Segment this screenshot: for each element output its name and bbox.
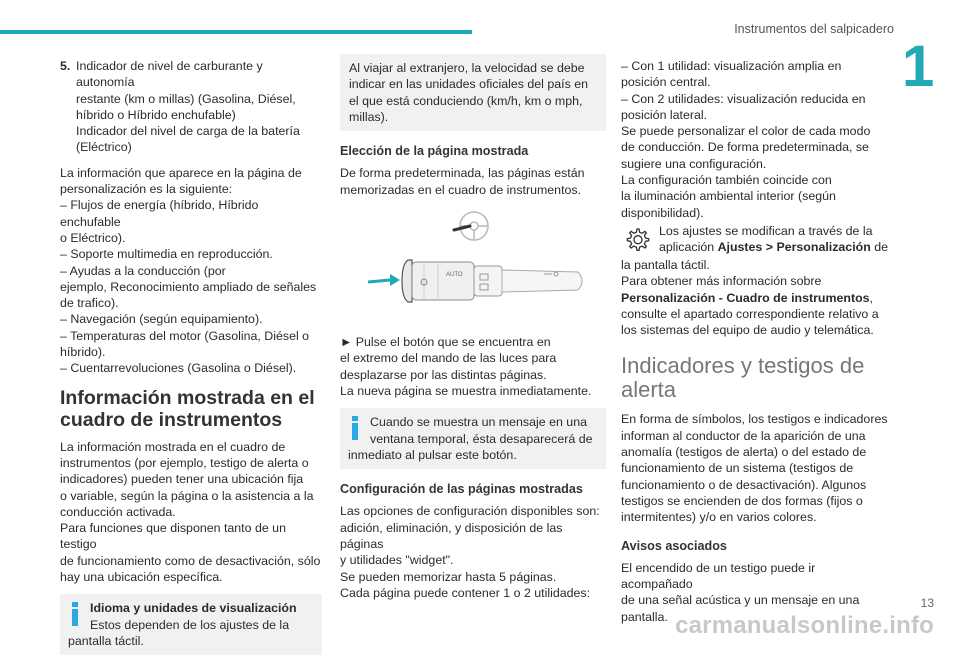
text-line: La información que aparece en la página de xyxy=(60,165,302,180)
info-icon xyxy=(349,416,362,440)
subheading-associated-warnings: Avisos asociados xyxy=(621,538,727,553)
light-stalk-illustration xyxy=(340,206,606,322)
column-1 xyxy=(60,58,322,663)
note-line: Al viajar al extranjero, la velocidad se debe xyxy=(349,61,585,75)
text-line: desplazarse por las distintas páginas. xyxy=(340,367,547,382)
text-span: , xyxy=(869,290,873,305)
text-line: memorizadas en el cuadro de instrumentos. xyxy=(340,182,582,197)
text-line: la pantalla táctil. xyxy=(621,257,710,272)
text-line: disponibilidad). xyxy=(621,205,704,220)
text-line: La configuración también coincide con xyxy=(621,173,832,188)
text-line: o Eléctrico). xyxy=(60,230,126,245)
text-line: instrumentos (por ejemplo, testigo de alerta o xyxy=(60,455,309,470)
text-line: personalización es la siguiente: xyxy=(60,182,233,197)
text-line: los sistemas del equipo de audio y telemática. xyxy=(621,323,874,338)
info-note-temporary-window xyxy=(340,408,606,469)
text-line: funcionamiento de un sistema (testigos de xyxy=(621,461,854,476)
reference-title: Personalización - Cuadro de instrumentos xyxy=(621,290,870,305)
text-line: indicadores) pueden tener una ubicación fija xyxy=(60,472,304,487)
personalization-info-list xyxy=(60,165,322,377)
text-line: testigos se encienden de dos formas (fijos o xyxy=(621,493,863,508)
text-line: La nueva página se muestra inmediatamente. xyxy=(340,383,592,398)
text-line: pantalla. xyxy=(621,609,668,624)
note-title: Idioma y unidades de visualización xyxy=(90,601,297,616)
note-line: inmediato al pulsar este botón. xyxy=(348,447,517,462)
text-line: hay una ubicación específica. xyxy=(60,570,223,585)
text-span: aplicación xyxy=(659,240,718,255)
paragraph xyxy=(340,503,606,601)
paragraph xyxy=(621,58,889,221)
item-number: 5. xyxy=(60,59,71,73)
text-line: intermitentes) y/o en varios colores. xyxy=(621,510,817,525)
item5-line: (Eléctrico) xyxy=(76,140,132,155)
note-line: el que está conduciendo (km/h, km o mph, xyxy=(349,93,583,108)
item5-line: híbrido o Híbrido enchufable) xyxy=(76,107,236,122)
text-line: Se pueden memorizar hasta 5 páginas. xyxy=(340,569,557,584)
auto-label: AUTO xyxy=(446,272,463,279)
text-line: de conducción. De forma predeterminada, se xyxy=(621,140,869,155)
text-line: de funcionamiento como de desactivación, sólo xyxy=(60,553,321,568)
text-line: Los ajustes se modifican a través de la xyxy=(659,223,873,238)
note-line: indicar en las unidades oficiales del país en xyxy=(349,77,589,92)
text-span: de xyxy=(870,240,889,255)
heading-line: alerta xyxy=(621,377,677,403)
text-line xyxy=(659,239,889,255)
paragraph xyxy=(621,257,889,338)
note-foreign-units xyxy=(340,54,606,131)
menu-path: Ajustes > Personalización xyxy=(717,240,871,255)
text-line: Se puede personalizar el color de cada modo xyxy=(621,124,871,139)
text-line: ► Pulse el botón que se encuentra en xyxy=(340,335,551,350)
text-line: – Con 1 utilidad: visualización amplia en xyxy=(621,59,842,73)
subheading-page-choice: Elección de la página mostrada xyxy=(340,144,529,159)
paragraph xyxy=(60,439,322,586)
paragraph xyxy=(340,334,606,399)
heading-line: cuadro de instrumentos xyxy=(60,408,283,431)
text-line: posición central. xyxy=(621,75,711,90)
text-line: la iluminación ambiental interior (según xyxy=(621,189,836,204)
heading-line: Información mostrada en el xyxy=(60,386,315,409)
text-line: ejemplo, Reconocimiento ampliado de señales xyxy=(60,279,317,294)
text-line: adición, eliminación, y disposición de las páginas xyxy=(340,520,563,552)
note-line: millas). xyxy=(349,109,389,124)
settings-instruction xyxy=(621,223,889,257)
text-line: el extremo del mando de las luces para xyxy=(340,351,557,366)
text-line: anomalía (testigos de alerta) o del estado de xyxy=(621,445,867,460)
watermark-text: carmanualsonline.info xyxy=(675,612,934,639)
page-number: 13 xyxy=(920,596,934,610)
text-line: – Navegación (según equipamiento). xyxy=(60,312,263,327)
text-line: informan al conductor de la aparición de una xyxy=(621,428,866,443)
text-line: Para funciones que disponen tanto de un testigo xyxy=(60,521,286,552)
text-line: o variable, según la página o la asistencia a la xyxy=(60,488,314,503)
section-title: Instrumentos del salpicadero xyxy=(734,22,894,36)
stalk-drawing xyxy=(340,206,606,322)
heading-line: Indicadores y testigos de xyxy=(621,353,865,379)
text-line: Cada página puede contener 1 o 2 utilidades: xyxy=(340,585,591,600)
text-line: – Soporte multimedia en reproducción. xyxy=(60,247,273,262)
text-line: híbrido). xyxy=(60,345,106,360)
note-line: Estos dependen de los ajustes de la xyxy=(90,617,290,632)
note-line: ventana temporal, ésta desaparecerá de xyxy=(370,431,593,446)
text-line: En forma de símbolos, los testigos e indicadores xyxy=(621,412,888,427)
section-heading xyxy=(60,387,322,431)
chapter-number: 1 xyxy=(902,34,935,99)
note-line: pantalla táctil. xyxy=(68,633,144,648)
item5-line: Indicador de nivel de carburante y autonomía xyxy=(76,59,263,90)
text-line: y utilidades "widget". xyxy=(340,553,454,568)
text-line: conducción activada. xyxy=(60,504,176,519)
text-line: – Temperaturas del motor (Gasolina, Diésel o xyxy=(60,328,310,343)
text-line: De forma predeterminada, las páginas están xyxy=(340,166,585,181)
gear-icon xyxy=(623,226,651,254)
column-2 xyxy=(340,58,606,609)
text-line: consulte el apartado correspondiente relativo a xyxy=(621,306,879,321)
text-line: El encendido de un testigo puede ir acompañado xyxy=(621,560,816,592)
text-line: – Cuentarrevoluciones (Gasolina o Diésel). xyxy=(60,361,297,376)
text-line: – Ayudas a la conducción (por xyxy=(60,263,226,278)
numbered-item-5 xyxy=(60,58,322,156)
paragraph xyxy=(340,165,606,198)
text-line: posición lateral. xyxy=(621,107,708,122)
subheading-page-configuration: Configuración de las páginas mostradas xyxy=(340,482,583,497)
text-line: – Con 2 utilidades: visualización reducida en xyxy=(621,91,866,106)
text-line: de trafico). xyxy=(60,296,119,311)
arrow-icon xyxy=(368,274,400,286)
text-line xyxy=(621,290,889,306)
text-line: – Flujos de energía (híbrido, Híbrido enchufable xyxy=(60,198,259,229)
info-note-language xyxy=(60,594,322,655)
stalk-body xyxy=(402,260,582,302)
text-line: Para obtener más información sobre xyxy=(621,274,822,289)
header-accent-bar xyxy=(0,30,472,34)
column-3 xyxy=(621,58,889,633)
text-line: sugiere una configuración. xyxy=(621,156,767,171)
section-heading xyxy=(621,354,889,402)
info-icon xyxy=(69,602,82,626)
note-line: Cuando se muestra un mensaje en una xyxy=(370,415,587,430)
text-line: La información mostrada en el cuadro de xyxy=(60,439,286,454)
item5-line: Indicador del nivel de carga de la batería xyxy=(76,124,300,139)
text-line: funcionamiento o de desactivación). Algunos xyxy=(621,477,867,492)
item5-line: restante (km o millas) (Gasolina, Diésel, xyxy=(76,91,296,106)
text-line: Las opciones de configuración disponibles son: xyxy=(340,504,600,519)
paragraph xyxy=(621,411,889,525)
text-line: de una señal acústica y un mensaje en una xyxy=(621,593,860,608)
